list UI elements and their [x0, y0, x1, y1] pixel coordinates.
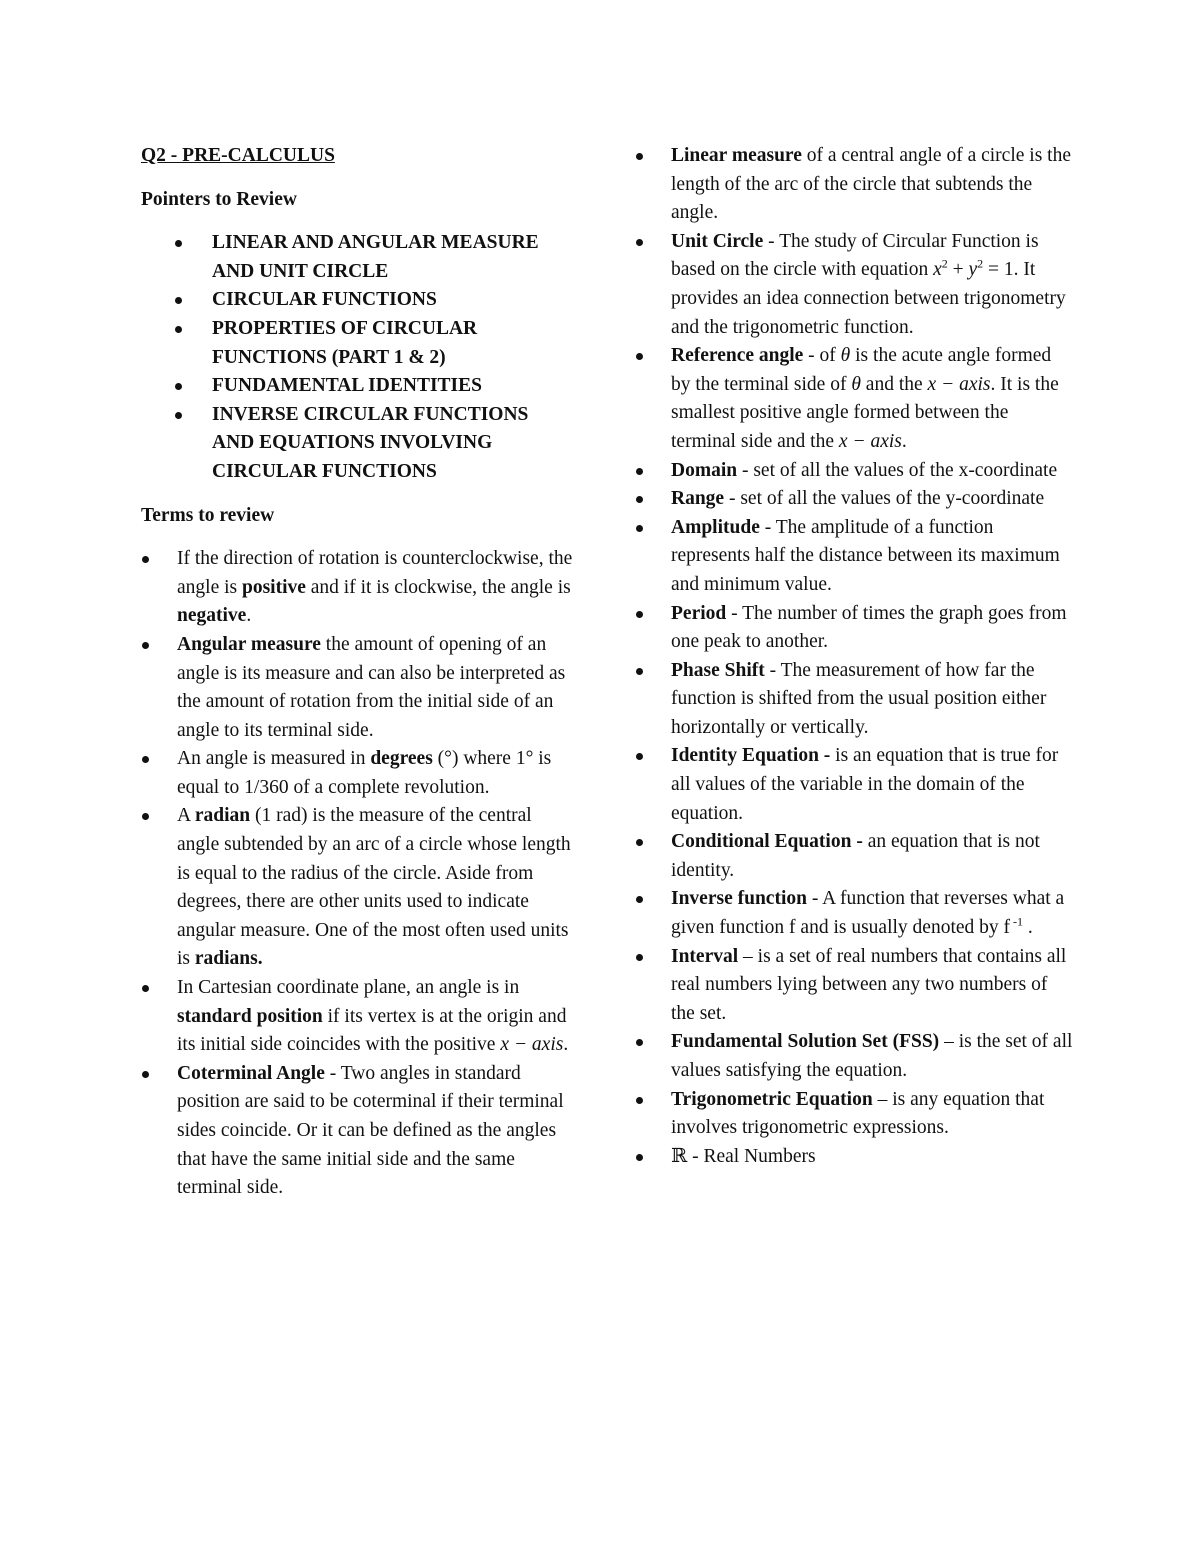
term-item-range: Range - set of all the values of the y-coordinate: [635, 485, 1075, 514]
pointer-item: FUNDAMENTAL IDENTITIES: [141, 372, 573, 401]
pointer-item: CIRCULAR FUNCTIONS: [141, 286, 573, 315]
term-item-unit-circle: Unit Circle - The study of Circular Function is based on the circle with equation $x^2 + y^2 = 1$. It provides an idea connection between trigonometry and the trigonometric function.: [635, 228, 1075, 342]
terms-list-right: [635, 142, 1075, 1171]
pointers-list: [141, 229, 573, 486]
pointer-item: PROPERTIES OF CIRCULAR FUNCTIONS (PART 1 & 2): [141, 315, 573, 372]
document-title: Q2 - PRE-CALCULUS: [141, 145, 335, 166]
term-item-trigonometric-equation: Trigonometric Equation – is any equation that involves trigonometric expressions.: [635, 1086, 1075, 1143]
term-item-degrees: An angle is measured in degrees (°) where 1° is equal to 1/360 of a complete revolution.: [141, 745, 573, 802]
term-item-conditional-equation: Conditional Equation - an equation that is not identity.: [635, 828, 1075, 885]
term-item-angular-measure: Angular measure the amount of opening of an angle is its measure and can also be interpreted as the amount of rotation from the initial side of an angle to its terminal side.: [141, 631, 573, 745]
term-item-identity-equation: Identity Equation - is an equation that is true for all values of the variable in the domain of the equation.: [635, 742, 1075, 828]
right-column: [635, 142, 1075, 1171]
term-item-inverse-function: Inverse function - A function that reverses what a given function f and is usually denoted by f $^{-1}$ .: [635, 885, 1075, 942]
pointers-heading: Pointers to Review: [141, 188, 297, 210]
term-item-coterminal-angle: Coterminal Angle - Two angles in standard position are said to be coterminal if their terminal sides coincide. Or it can be defined as the angles that have the same initial side and the same terminal side.: [141, 1060, 573, 1203]
left-column: [141, 142, 573, 1203]
term-item-amplitude: Amplitude - The amplitude of a function represents half the distance between its maximum and minimum value.: [635, 514, 1075, 600]
pointer-item: INVERSE CIRCULAR FUNCTIONS AND EQUATIONS INVOLVING CIRCULAR FUNCTIONS: [141, 401, 573, 487]
term-item-radian: A radian (1 rad) is the measure of the central angle subtended by an arc of a circle whose length is equal to the radius of the circle. Aside from degrees, there are other units used to indicate angular measure. One of the most often used units is radians.: [141, 802, 573, 974]
term-item-interval: Interval – is a set of real numbers that contains all real numbers lying between any two numbers of the set.: [635, 943, 1075, 1029]
terms-heading: Terms to review: [141, 504, 275, 526]
term-item-rotation-direction: If the direction of rotation is counterclockwise, the angle is positive and if it is clockwise, the angle is negative.: [141, 545, 573, 631]
term-item-linear-measure: Linear measure of a central angle of a circle is the length of the arc of the circle that subtends the angle.: [635, 142, 1075, 228]
term-item-period: Period - The number of times the graph goes from one peak to another.: [635, 600, 1075, 657]
term-item-reference-angle: Reference angle - of θ is the acute angle formed by the terminal side of θ and the x − axis. It is the smallest positive angle formed between the terminal side and the x − axis.: [635, 342, 1075, 456]
term-item-domain: Domain - set of all the values of the x-coordinate: [635, 457, 1075, 486]
term-item-real-numbers: ℝ - Real Numbers: [635, 1143, 1075, 1172]
pointer-item: LINEAR AND ANGULAR MEASURE AND UNIT CIRCLE: [141, 229, 573, 286]
term-item-fss: Fundamental Solution Set (FSS) – is the set of all values satisfying the equation.: [635, 1028, 1075, 1085]
term-item-standard-position: In Cartesian coordinate plane, an angle is in standard position if its vertex is at the origin and its initial side coincides with the positive x − axis.: [141, 974, 573, 1060]
term-item-phase-shift: Phase Shift - The measurement of how far the function is shifted from the usual position either horizontally or vertically.: [635, 657, 1075, 743]
terms-list-left: [141, 545, 573, 1203]
